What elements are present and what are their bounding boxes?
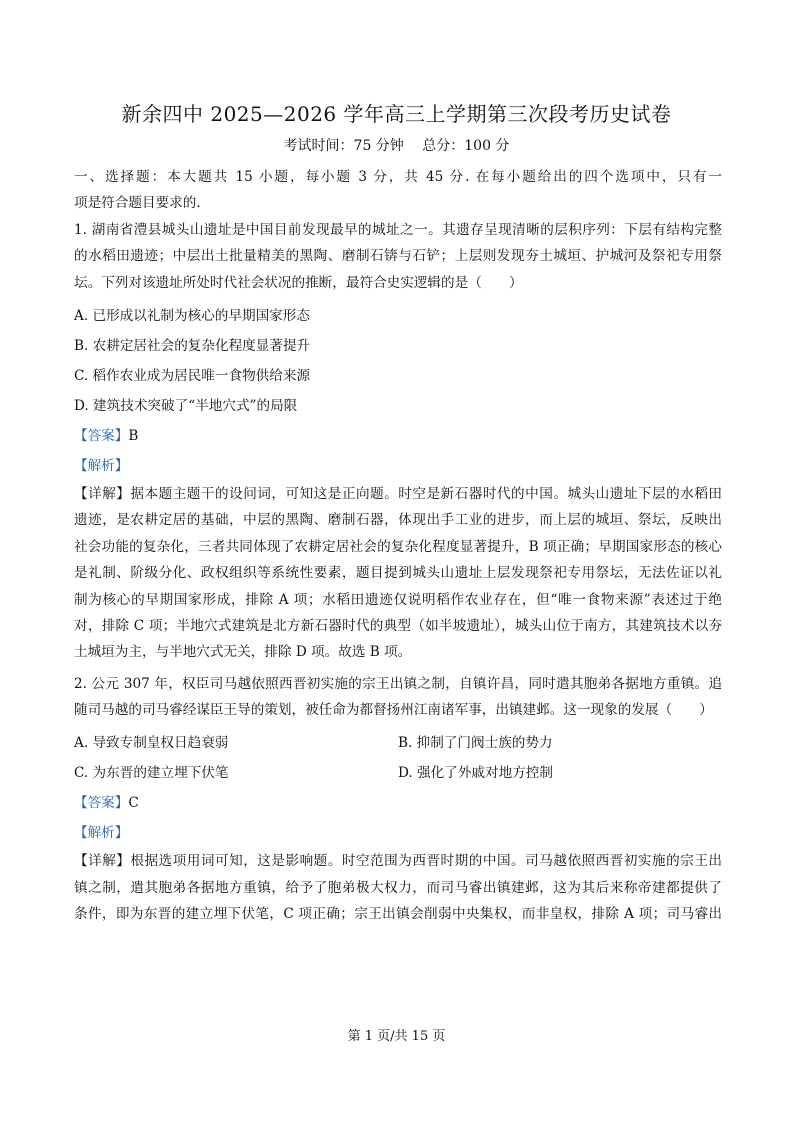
option-b: B. 抑制了门阀士族的势力 bbox=[398, 735, 553, 752]
question-stem-line: 坛。下列对该遗址所处时代社会状况的推断，最符合史实逻辑的是（ ） bbox=[74, 274, 523, 291]
option-row bbox=[74, 758, 722, 788]
answer-value: B bbox=[128, 427, 139, 444]
detail-line: 遗迹，是农耕定居的基础，中层的黑陶、磨制石器，体现出手工业的进步，而上层的城垣、祭坛，反映出 bbox=[74, 512, 722, 529]
analysis-tag: 【解析】 bbox=[74, 825, 129, 842]
detail-line: 镇之制，遣其胞弟各据地方重镇，给予了胞弟极大权力，而司马睿出镇建邺，这为其后来称帝建都提供了 bbox=[74, 879, 722, 896]
option-a: A. 已形成以礼制为核心的早期国家形态 bbox=[74, 307, 310, 324]
option-a: A. 导致专制皇权日趋衰弱 bbox=[74, 735, 229, 752]
page-footer: 第 1 页/共 15 页 bbox=[347, 1029, 446, 1044]
detail-line: 条件，即为东晋的建立埋下伏笔，C 项正确；宗王出镇会削弱中央集权，而非皇权，排除 A 项；司马睿出 bbox=[74, 906, 722, 923]
option-b: B. 农耕定居社会的复杂化程度显著提升 bbox=[74, 337, 311, 354]
exam-body bbox=[74, 164, 722, 928]
detail-line: 【详解】据本题主题干的设问词，可知这是正向题。时空是新石器时代的中国。城头山遗址下层的水稻田 bbox=[74, 485, 723, 502]
option-row bbox=[74, 728, 722, 758]
option-d: D. 建筑技术突破了“半地穴式”的局限 bbox=[74, 397, 298, 414]
question-stem-line: 1. 湖南省澧县城头山遗址是中国目前发现最早的城址之一。其遗存呈现清晰的层积序列：下层有结构完整 bbox=[74, 221, 722, 238]
option-c: C. 稻作农业成为居民唯一食物供给来源 bbox=[74, 367, 311, 384]
exam-title: 新余四中 2025—2026 学年高三上学期第三次段考历史试卷 bbox=[121, 102, 672, 126]
option-c: C. 为东晋的建立埋下伏笔 bbox=[74, 765, 229, 782]
question-stem-line: 随司马越的司马睿经谋臣王导的策划，被任命为都督扬州江南诸军事，出镇建邺。这一现象的发展（ ） bbox=[74, 702, 713, 719]
detail-line: 是礼制、阶级分化、政权组织等系统性要素，题目提到城头山遗址上层发现祭祀专用祭坛，无法佐证以礼 bbox=[74, 565, 722, 582]
text-line: 一、选择题：本大题共 15 小题，每小题 3 分，共 45 分. 在每小题给出的四个选项中，只有一 bbox=[74, 169, 722, 185]
question-stem-line: 2. 公元 307 年，权臣司马越依照西晋初实施的宗王出镇之制，自镇许昌，同时遣其胞弟各据地方重镇。追 bbox=[74, 675, 722, 692]
answer-value: C bbox=[128, 795, 139, 812]
question-2 bbox=[74, 671, 722, 928]
text-line: 项是符合题目要求的. bbox=[74, 195, 201, 212]
analysis-line bbox=[74, 451, 722, 481]
detail-tag: 【详解】 bbox=[74, 853, 131, 870]
answer-line bbox=[74, 421, 722, 451]
question-1 bbox=[74, 217, 722, 666]
answer-tag: 【答案】 bbox=[74, 427, 129, 444]
detail-line: 对，排除 C 项；半地穴式建筑是北方新石器时代的典型（如半坡遗址），城头山位于南方，其建筑技术以夯 bbox=[74, 617, 722, 634]
answer-tag: 【答案】 bbox=[74, 795, 129, 812]
analysis-tag: 【解析】 bbox=[74, 457, 129, 474]
detail-tag: 【详解】 bbox=[74, 485, 131, 502]
detail-line: 土城垣为主，与半地穴式无关，排除 D 项。故选 B 项。 bbox=[74, 644, 412, 661]
detail-line: 【详解】根据选项用词可知，这是影响题。时空范围为西晋时期的中国。司马越依照西晋初实施的宗王出 bbox=[74, 853, 723, 870]
exam-subtitle: 考试时间：75 分钟 总分：100 分 bbox=[283, 138, 510, 154]
detail-line: 社会功能的复杂化，三者共同体现了农耕定居社会的复杂化程度显著提升，B 项正确；早期国家形态的核心 bbox=[74, 538, 722, 555]
question-stem-line: 的水稻田遗迹；中层出土批量精美的黑陶、磨制石锛与石铲；上层则发现夯土城垣、护城河及祭祀专用祭 bbox=[74, 248, 722, 265]
analysis-line bbox=[74, 818, 722, 848]
answer-line bbox=[74, 788, 722, 818]
option-d: D. 强化了外戚对地方控制 bbox=[398, 765, 553, 782]
detail-line: 制为核心的早期国家形成，排除 A 项；水稻田遗迹仅说明稻作农业存在，但“唯一食物来源”表述过于绝 bbox=[74, 591, 722, 608]
section-intro bbox=[74, 164, 722, 217]
